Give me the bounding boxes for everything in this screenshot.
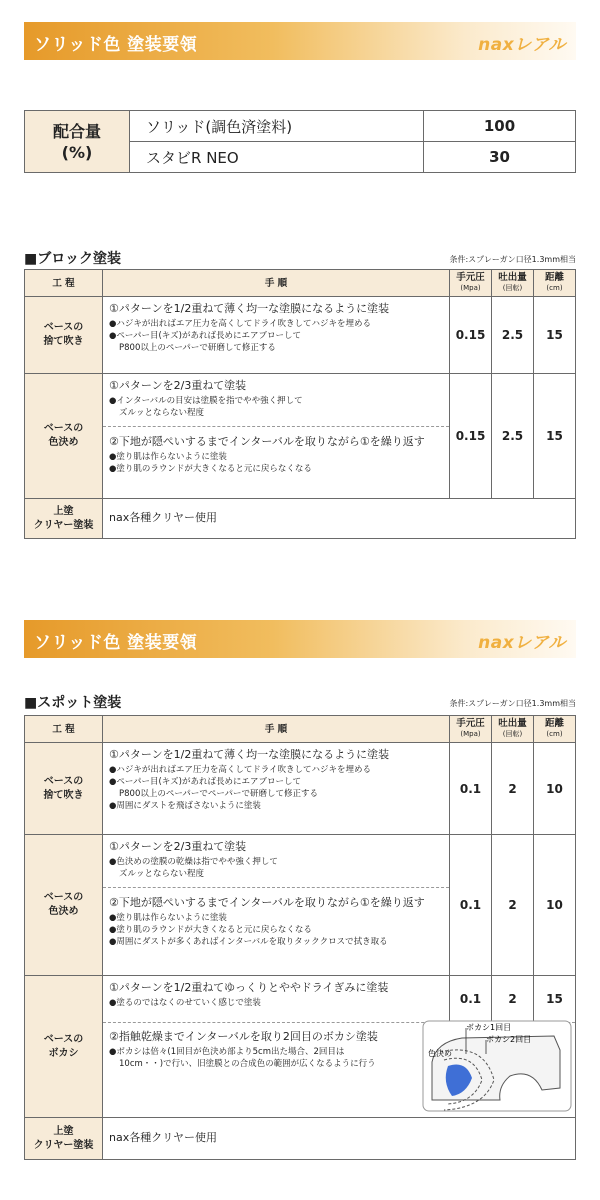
banner-title: ソリッド色 塗装要領 — [34, 35, 198, 55]
step-description: ①パターンを1/2重ねて薄く均一な塗膜になるように塗装 ●ハジキが出ればエア圧力を高くしてドライ吹きしてハジキを埋める ●ペーパー目(キズ)があれば長めにエアブローして P800以上のペーパーでペーパーで研磨して修正する ●周囲にダストを飛ばさないように塗装 — [103, 743, 450, 835]
stage-label: ベースの 捨て吹き — [25, 297, 103, 374]
stage-label: 上塗 クリヤー塗装 — [25, 1118, 103, 1160]
spot-condition: 条件:スプレーガン口径1.3mm相当 — [449, 699, 576, 708]
step-description: ①パターンを2/3重ねて塗装 ●インターバルの目安は塗膜を指でやや強く押して ズルッとならない程度 ②下地が隠ぺいするまでインターバルを取りながら①を繰り返す ●塗り肌は作らないように塗装 ●塗り肌のラウンドが大きくなると元に戻らなくなる — [103, 374, 450, 499]
mix-label-unit: (%) — [61, 142, 93, 162]
header-steps: 手 順 — [103, 270, 450, 297]
header-banner-1 — [24, 22, 576, 60]
header-distance: 距離 (cm) — [534, 270, 576, 297]
brand-logo: naxレアル — [478, 633, 566, 653]
distance-value: 15 — [534, 976, 576, 1023]
stage-label: ベースの ボカシ — [25, 976, 103, 1118]
header-output: 吐出量 (回転) — [492, 716, 534, 743]
stage-label: ベースの 捨て吹き — [25, 743, 103, 835]
header-distance: 距離 (cm) — [534, 716, 576, 743]
mix-ratio-label — [25, 111, 130, 173]
spot-section-title: ■スポット塗装 — [24, 695, 122, 711]
banner-title: ソリッド色 塗装要領 — [34, 633, 198, 653]
mix-item-name: ソリッド(調色済塗料) — [130, 111, 424, 142]
stage-label: ベースの 色決め — [25, 374, 103, 499]
distance-value: 15 — [534, 374, 576, 499]
stage-label: 上塗 クリヤー塗装 — [25, 499, 103, 539]
output-value: 2 — [492, 976, 534, 1023]
step-description: ①パターンを1/2重ねてゆっくりとややドライぎみに塗装 ●塗るのではなくのせていく感じで塗装 — [103, 976, 450, 1023]
header-pressure: 手元圧 (Mpa) — [450, 716, 492, 743]
stage-label: ベースの 色決め — [25, 835, 103, 976]
pressure-value: 0.1 — [450, 976, 492, 1023]
mix-label-text: 配合量 — [52, 121, 101, 141]
step-description: ①パターンを1/2重ねて薄く均一な塗膜になるように塗装 ●ハジキが出ればエア圧力を高くしてドライ吹きしてハジキを埋める ●ペーパー目(キズ)があれば長めにエアブローして P800以上のペーパーで研磨して修正する — [103, 297, 450, 374]
output-value: 2 — [492, 743, 534, 835]
block-procedure-table — [24, 269, 576, 539]
output-value: 2.5 — [492, 297, 534, 374]
brand-logo: naxレアル — [478, 35, 566, 55]
output-value: 2 — [492, 835, 534, 976]
pressure-value: 0.15 — [450, 374, 492, 499]
output-value: 2.5 — [492, 374, 534, 499]
distance-value: 10 — [534, 743, 576, 835]
header-output: 吐出量 (回転) — [492, 270, 534, 297]
header-pressure: 手元圧 (Mpa) — [450, 270, 492, 297]
step-description: ②指触乾燥までインターバルを取り2回目のボカシ塗装 ●ボカシは倍々(1回目が色決め部より5cm出た場合、2回目は 10cm・・)で行い、旧塗膜との合成色の範囲が広くなるように行う — [103, 1023, 576, 1118]
label-bokashi-1: ボカシ1回目 — [466, 1023, 512, 1032]
block-section-title: ■ブロック塗装 — [24, 251, 121, 267]
table-row — [25, 835, 576, 976]
pressure-value: 0.1 — [450, 743, 492, 835]
header-steps: 手 順 — [103, 716, 450, 743]
pressure-value: 0.1 — [450, 835, 492, 976]
step-description: nax各種クリヤー使用 — [103, 1118, 576, 1160]
table-row — [25, 1118, 576, 1160]
mix-item-value: 30 — [424, 142, 576, 173]
table-row — [25, 374, 576, 499]
mix-ratio-table — [24, 110, 576, 173]
header-process: 工 程 — [25, 716, 103, 743]
step-description: nax各種クリヤー使用 — [103, 499, 576, 539]
distance-value: 10 — [534, 835, 576, 976]
mix-item-value: 100 — [424, 111, 576, 142]
pressure-value: 0.15 — [450, 297, 492, 374]
bokashi-diagram — [422, 1020, 572, 1112]
block-condition: 条件:スプレーガン口径1.3mm相当 — [449, 255, 576, 264]
table-row — [25, 743, 576, 835]
label-bokashi-2: ボカシ2回目 — [486, 1035, 532, 1044]
step-description: ①パターンを2/3重ねて塗装 ●色決めの塗膜の乾燥は指でやや強く押して ズルッとならない程度 ②下地が隠ぺいするまでインターバルを取りながら①を繰り返す ●塗り肌は作らないように塗装 ●塗り肌のラウンドが大きくなると元に戻らなくなる ●周囲にダストが多くあればインターバルを取りタッククロスで拭き取る — [103, 835, 450, 976]
mix-item-name: スタビR NEO — [130, 142, 424, 173]
distance-value: 15 — [534, 297, 576, 374]
header-banner-2 — [24, 620, 576, 658]
table-row — [25, 297, 576, 374]
label-color-decide: 色決め — [428, 1049, 452, 1058]
table-row — [25, 499, 576, 539]
table-row — [25, 976, 576, 1023]
header-process: 工 程 — [25, 270, 103, 297]
